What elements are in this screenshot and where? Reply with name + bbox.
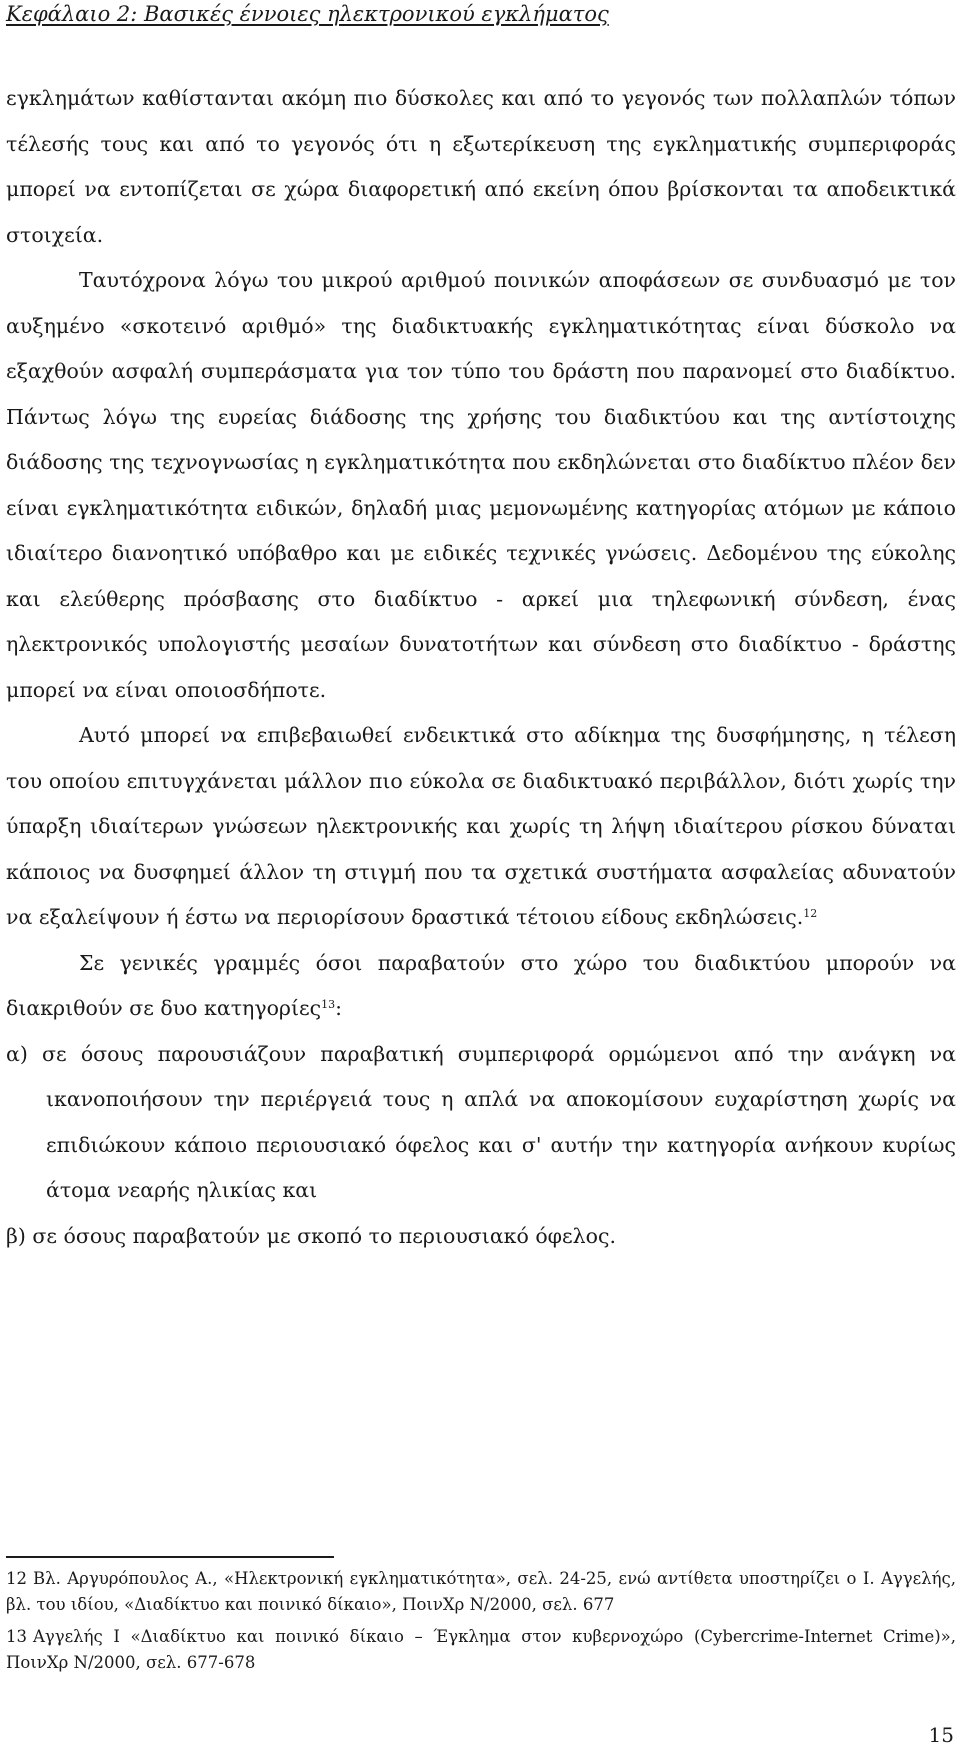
page-number: 15 [928, 1723, 954, 1747]
paragraph-categories [6, 941, 956, 1032]
body-text [6, 76, 956, 1259]
paragraph-defamation [6, 713, 956, 941]
paragraph-defamation-text: Αυτό μπορεί να επιβεβαιωθεί ενδεικτικά στο αδίκημα της δυσφήμησης, η τέλεση του οποίου επιτυγχάνεται μάλλον πιο εύκολα σε διαδικτυακό περιβάλλον, διότι χωρίς την ύπαρξη ιδιαίτερων γνώσεων ηλεκτρονικής και χωρίς τη λήψη ιδιαίτερου ρίσκου δύναται κάποιος να δυσφημεί άλλον τη στιγμή που τα σχετικά συστήματα ασφαλείας αδυνατούν να εξαλείψουν ή έστω να περιορίσουν δραστικά τέτοιου είδους εκδηλώσεις. [6, 723, 956, 929]
paragraph-continuation: εγκλημάτων καθίστανται ακόμη πιο δύσκολες και από το γεγονός των πολλαπλών τόπων τέλεσής τους και από το γεγονός ότι η εξωτερίκευση της εγκληματικής συμπεριφοράς μπορεί να εντοπίζεται σε χώρα διαφορετική από εκείνη όπου βρίσκονται τα αποδεικτικά στοιχεία. [6, 86, 956, 247]
paragraph-categories-colon: : [335, 996, 343, 1020]
footnote-13 [6, 1624, 956, 1676]
footnote-text: Βλ. Αργυρόπουλος Α., «Ηλεκτρονική εγκληματικότητα», σελ. 24-25, ενώ αντίθετα υποστηρίζει ο Ι. Αγγελής, βλ. του ιδίου, «Διαδίκτυο και ποινικό δίκαιο», ΠοινΧρ Ν/2000, σελ. 677 [6, 1569, 956, 1614]
paragraph-categories-text: Σε γενικές γραμμές όσοι παραβατούν στο χώρο του διαδικτύου μπορούν να διακριθούν σε δυο κατηγορίες [6, 950, 956, 1020]
footnote-12 [6, 1566, 956, 1618]
list-item-b: β) σε όσους παραβατούν με σκοπό το περιουσιακό όφελος. [6, 1223, 616, 1248]
list-item-a: α) σε όσους παρουσιάζουν παραβατική συμπεριφορά ορμώμενοι από την ανάγκη να ικανοποιήσουν την περιέργειά τους η απλά να αποκομίσουν ευχαρίστηση χωρίς να επιδιώκουν κάποιο περιουσιακό όφελος και σ' αυτήν την κατηγορία ανήκουν κυρίως άτομα νεαρής ηλικίας και [6, 1041, 956, 1202]
footnote-separator [6, 1556, 334, 1558]
footnotes [6, 1566, 956, 1682]
running-header: Κεφάλαιο 2: Βασικές έννοιες ηλεκτρονικού εγκλήματος [6, 2, 609, 26]
footnote-ref-13[interactable]: 13 [321, 998, 336, 1011]
footnote-ref-12[interactable]: 12 [803, 907, 818, 920]
paragraph-offender-profile: Ταυτόχρονα λόγω του μικρού αριθμού ποινικών αποφάσεων σε συνδυασμό με τον αυξημένο «σκοτεινό αριθμό» της διαδικτυακής εγκληματικότητας είναι δύσκολο να εξαχθούν ασφαλή συμπεράσματα για τον τύπο του δράστη που παρανομεί στο διαδίκτυο. Πάντως λόγω της ευρείας διάδοσης της χρήσης του διαδικτύου και της αντίστοιχης διάδοσης της τεχνογνωσίας η εγκληματικότητα που εκδηλώνεται στο διαδίκτυο πλέον δεν είναι εγκληματικότητα ειδικών, δηλαδή μιας μεμονωμένης κατηγορίας ατόμων με κάποιο ιδιαίτερο διανοητικό υπόβαθρο και με ειδικές τεχνικές γνώσεις. Δεδομένου της εύκολης και ελεύθερης πρόσβασης στο διαδίκτυο - αρκεί μια τηλεφωνική σύνδεση, ένας ηλεκτρονικός υπολογιστής μεσαίων δυνατοτήτων και σύνδεση στο διαδίκτυο - δράστης μπορεί να είναι οποιοσδήποτε. [6, 268, 956, 702]
footnote-mark: 12 [6, 1569, 27, 1588]
footnote-mark: 13 [6, 1627, 27, 1646]
footnote-text: Αγγελής Ι «Διαδίκτυο και ποινικό δίκαιο – Έγκλημα στον κυβερνοχώρο (Cybercrime-Internet Crime)», ΠοινΧρ Ν/2000, σελ. 677-678 [6, 1627, 956, 1672]
